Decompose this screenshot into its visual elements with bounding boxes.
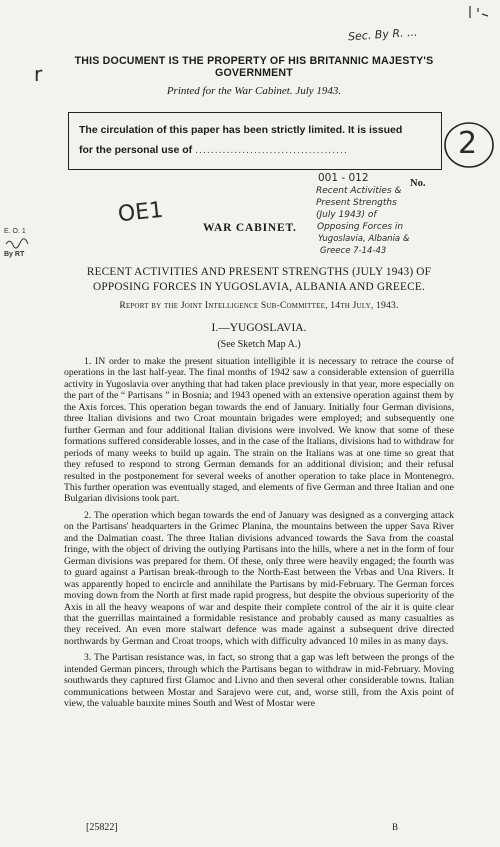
stamp-left-scrawl (4, 236, 34, 250)
stamp-left-2: By RT (4, 251, 25, 258)
stamp-left-1: E. O. 1 (4, 228, 26, 235)
report-title-line-1: RECENT ACTIVITIES AND PRESENT STRENGTHS (JULY 1943) OF (86, 266, 432, 278)
paragraph-2: 2. The operation which began towards the end of January was designed as a converging attack on the Partisans' headquarters in the Grimec Planina, the mountains between the upper Sava River and the Dalmatian coast. The three Italian divisions advanced towards the Sava from the coastal fringe, with the object of driving the outlying Partisans into the hills, where a net in the form of four German divisions was prepared for them. Of these, only three were heavily engaged; the fourth was to guard against a Partisan break-through to the North-East between the Vrbas and Una Rivers. It was apparently hoped to encircle and annihilate the Partisans by mid-February. The German forces moving down from the North at first made rapid progress, but despite the obvious superiority of the Axis in all the heavy weapons of war and despite their complete control of the air it is quite clear that the guerrillas maintained a formidable resistance and probably caused as many casualties as they received. An even more stalwart defence was made against a subsequent drive directed northwards by German and Croat troops, which with difficulty advanced 10 miles in as many days. (64, 509, 454, 647)
circulation-notice-box (68, 112, 442, 170)
copy-number-label: No. (410, 178, 426, 189)
handwritten-note-3: Present Strengths (316, 198, 397, 208)
top-right-ticks (452, 2, 492, 42)
circulation-line-1: The circulation of this paper has been strictly limited. It is issued (79, 124, 403, 136)
paragraph-1: 1. IN order to make the present situation intelligible it is necessary to retrace the course of operations in the last half-year. The final months of 1942 saw a considerable extension of guerrilla activity in Yugoslavia over anything that had taken place previously in that year, more especially on the part of the “ Partisans ” in Bosnia; and 1943 opened with an extensive operation against them by the Axis forces. This operation began towards the end of January. Initially four German divisions, three Italian divisions and two Croat mountain brigades were employed; and subsequently one further German and four additional Italian divisions were involved. We know that some of these formations suffered considerable losses, and in the case of the Italians, divisions had to withdraw for periods of many weeks to build up again. The strain on the Italians was at one time so great that they refused to respond to strong German demands for an additional division; and their refusal resulted in the postponement for several weeks of another operation to take place in Montenegro. This further operation was eventually staged, and elements of five German and three Italian and one Bulgarian divisions took part. (64, 356, 454, 505)
circled-number: 2 (458, 126, 478, 161)
margin-mark: r (34, 62, 43, 86)
war-cabinet-title: WAR CABINET. (203, 222, 297, 234)
handwritten-note-5: Opposing Forces in (317, 222, 404, 232)
handwritten-note-1: 001 - 012 (318, 172, 369, 184)
recipient-blank: ....................................... (195, 144, 348, 156)
report-title-line-2: OPPOSING FORCES IN YUGOSLAVIA, ALBANIA AND GREECE. (93, 281, 425, 293)
footer-reference: [25822] (86, 822, 118, 833)
handwritten-note-7: Greece 7-14-43 (320, 246, 387, 256)
handwritten-code: OE1 (116, 197, 165, 228)
top-right-scrawl: Sec. By R. ... (347, 25, 418, 44)
printed-for-line: Printed for the War Cabinet. July 1943. (166, 85, 342, 97)
circulation-line-2 (79, 144, 348, 156)
section-heading: I.—YUGOSLAVIA. (211, 322, 307, 334)
handwritten-note-4: (July 1943) of (316, 210, 377, 220)
report-attribution: Report by the Joint Intelligence Sub-Committee, 14th July, 1943. (119, 300, 399, 311)
body-text (64, 356, 454, 715)
footer-signature: B (392, 822, 399, 832)
paragraph-3: 3. The Partisan resistance was, in fact, so strong that a gap was left between the prongs of the intended German pincers, through which the Partisans began to withdraw in mid-February. Moving southwards they captured first Glamoc and Livno and then several other considerable towns. Italian communications between Mostar and Sarajevo were cut, and, worse still, from the Axis point of view, the valuable bauxite mines South and West of Mostar were (64, 652, 454, 710)
handwritten-note-2: Recent Activities & (316, 186, 402, 196)
circulation-line-2-text: for the personal use of (79, 144, 193, 156)
report-title (64, 265, 454, 295)
handwritten-note-6: Yugoslavia, Albania & (318, 234, 410, 244)
property-notice: THIS DOCUMENT IS THE PROPERTY OF HIS BRITANNIC MAJESTY'S GOVERNMENT (74, 55, 434, 79)
section-subheading: (See Sketch Map A.) (217, 339, 301, 350)
